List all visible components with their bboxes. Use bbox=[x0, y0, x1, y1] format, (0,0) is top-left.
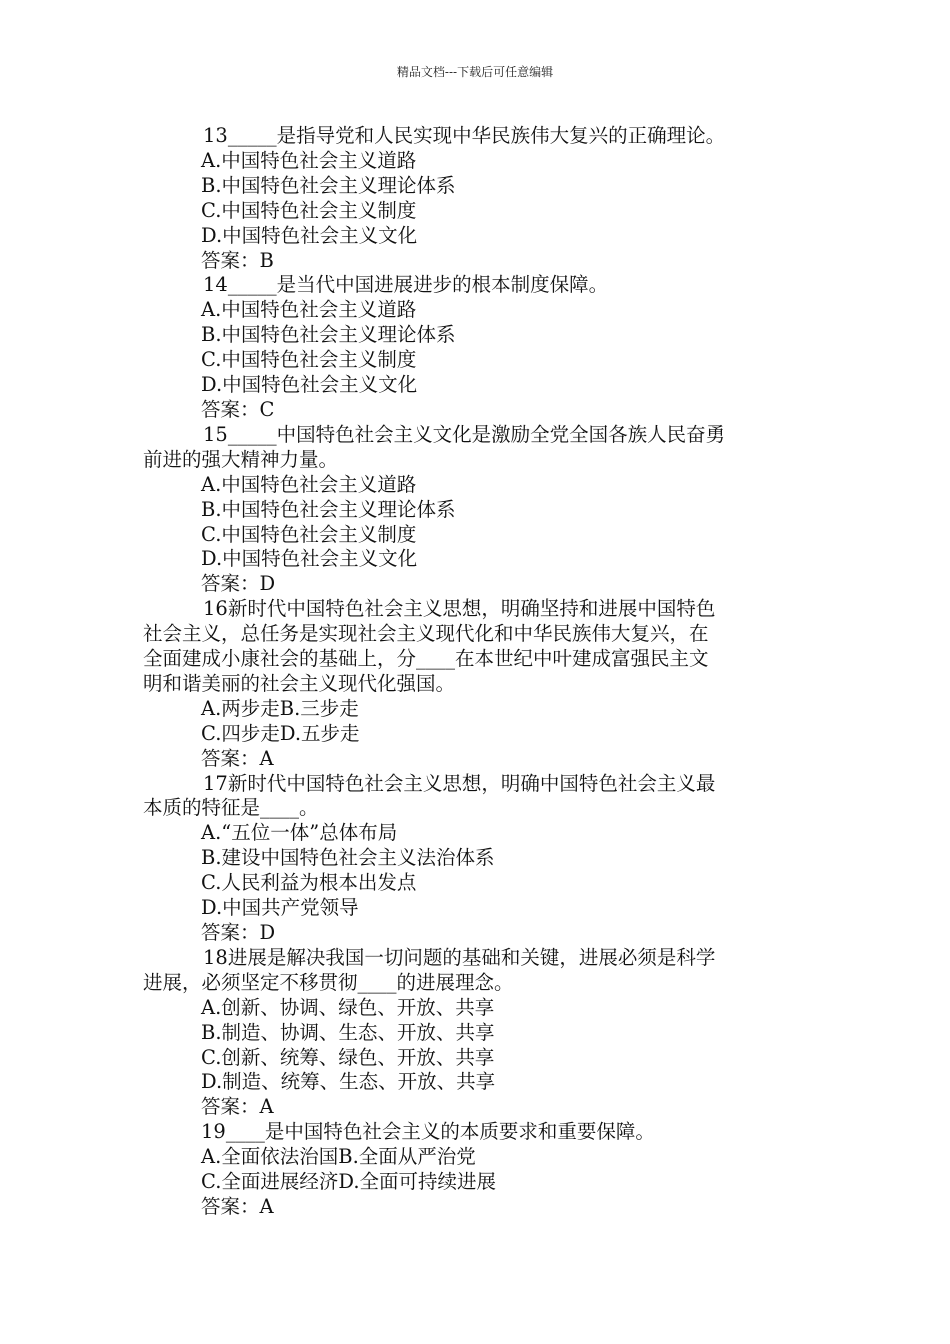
question-text: 本质的特征是____。 bbox=[143, 796, 319, 820]
question-text: 前进的强大精神力量。 bbox=[143, 447, 339, 471]
option-a: A.“五位一体”总体布局 bbox=[201, 821, 398, 845]
question-16 bbox=[143, 597, 807, 771]
option-b: B.中国特色社会主义理论体系 bbox=[201, 497, 456, 521]
question-text: 15_____中国特色社会主义文化是激励全党全国各族人民奋勇 bbox=[203, 422, 726, 446]
question-text: 16新时代中国特色社会主义思想，明确坚持和进展中国特色 bbox=[203, 597, 716, 621]
question-15 bbox=[143, 423, 807, 597]
question-text: 明和谐美丽的社会主义现代化强国。 bbox=[143, 671, 456, 695]
question-19 bbox=[143, 1120, 807, 1220]
option-d: D.中国特色社会主义文化 bbox=[201, 223, 418, 247]
option-c: C.人民利益为根本出发点 bbox=[201, 871, 417, 895]
question-14 bbox=[143, 273, 807, 422]
option-b: B.制造、协调、生态、开放、共享 bbox=[201, 1020, 495, 1044]
option-b: B.中国特色社会主义理论体系 bbox=[201, 323, 456, 347]
page-header: 精品文档---下载后可任意编辑 bbox=[396, 65, 554, 79]
question-text: 进展，必须坚定不移贯彻____的进展理念。 bbox=[143, 970, 514, 994]
question-18 bbox=[143, 946, 807, 1120]
option-d: D.制造、统筹、生态、开放、共享 bbox=[201, 1070, 496, 1094]
question-text: 18进展是解决我国一切问题的基础和关键，进展必须是科学 bbox=[203, 945, 716, 969]
option-c-d: C.全面进展经济D.全面可持续进展 bbox=[201, 1170, 497, 1194]
document-body bbox=[143, 124, 807, 1220]
answer: 答案：C bbox=[201, 397, 275, 421]
option-c: C.中国特色社会主义制度 bbox=[201, 522, 417, 546]
option-c: C.创新、统筹、绿色、开放、共享 bbox=[201, 1045, 495, 1069]
option-d: D.中国特色社会主义文化 bbox=[201, 373, 418, 397]
option-c: C.中国特色社会主义制度 bbox=[201, 198, 417, 222]
question-text: 17新时代中国特色社会主义思想，明确中国特色社会主义最 bbox=[203, 771, 716, 795]
option-b: B.中国特色社会主义理论体系 bbox=[201, 173, 456, 197]
option-a: A.中国特色社会主义道路 bbox=[201, 472, 417, 496]
question-text: 全面建成小康社会的基础上，分____在本世纪中叶建成富强民主文 bbox=[143, 647, 709, 671]
question-text: 14_____是当代中国进展进步的根本制度保障。 bbox=[203, 273, 609, 297]
option-a: A.中国特色社会主义道路 bbox=[201, 298, 417, 322]
option-a-b: A.两步走B.三步走 bbox=[201, 696, 359, 720]
question-text: 19____是中国特色社会主义的本质要求和重要保障。 bbox=[201, 1120, 655, 1144]
option-a-b: A.全面依法治国B.全面从严治党 bbox=[201, 1145, 476, 1169]
question-text: 13_____是指导党和人民实现中华民族伟大复兴的正确理论。 bbox=[203, 124, 726, 147]
answer: 答案：B bbox=[201, 248, 274, 272]
option-c-d: C.四步走D.五步走 bbox=[201, 721, 360, 745]
option-a: A.中国特色社会主义道路 bbox=[201, 148, 417, 172]
answer: 答案：D bbox=[201, 921, 276, 944]
question-17 bbox=[143, 772, 807, 946]
question-text: 社会主义，总任务是实现社会主义现代化和中华民族伟大复兴，在 bbox=[143, 622, 709, 646]
question-13 bbox=[143, 124, 807, 273]
answer: 答案：A bbox=[201, 746, 274, 770]
option-d: D.中国共产党领导 bbox=[201, 896, 359, 920]
option-b: B.建设中国特色社会主义法治体系 bbox=[201, 846, 495, 870]
answer: 答案：A bbox=[201, 1095, 274, 1119]
option-c: C.中国特色社会主义制度 bbox=[201, 348, 417, 372]
option-a: A.创新、协调、绿色、开放、共享 bbox=[201, 995, 495, 1019]
answer: 答案：A bbox=[201, 1194, 274, 1218]
answer: 答案：D bbox=[201, 572, 276, 596]
option-d: D.中国特色社会主义文化 bbox=[201, 547, 418, 571]
